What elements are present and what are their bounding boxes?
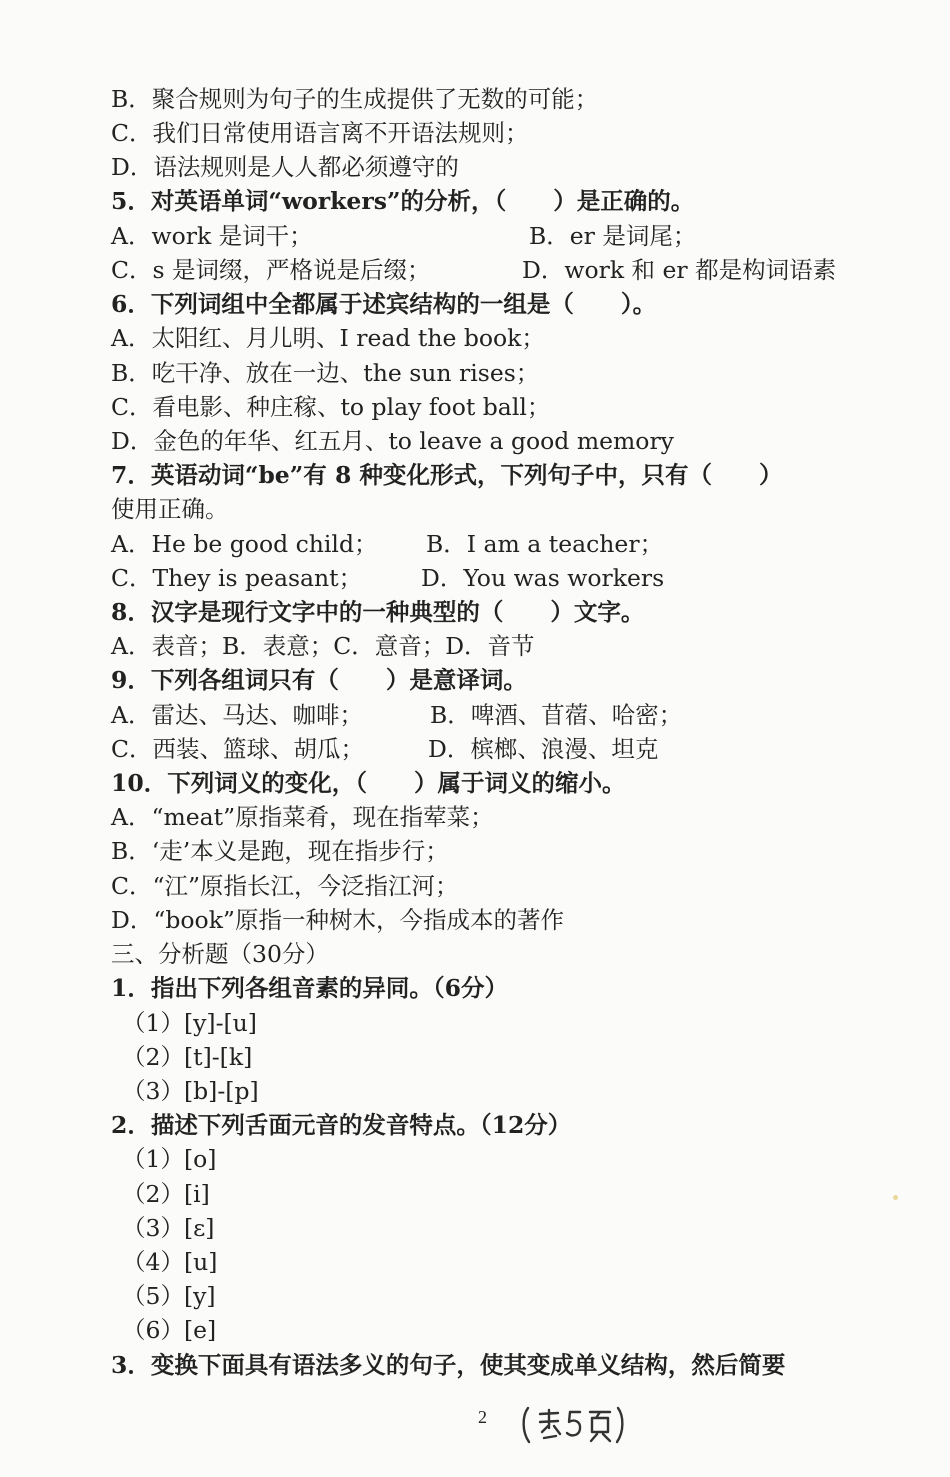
q5-option-c: C．s 是词缀，严格说是后缀； — [111, 256, 431, 284]
q5-option-d: D．work 和 er 都是构词语素 — [522, 256, 837, 284]
q9-option-c: C．西装、篮球、胡瓜； — [111, 735, 364, 763]
q8-options: A．表音；B．表意；C．意音；D．音节 — [111, 632, 535, 660]
q6-option-c: C．看电影、种庄稼、to play foot ball； — [111, 393, 551, 421]
question-9: 9．下列各组词只有（ ）是意译词。 — [111, 666, 527, 694]
scan-speck — [893, 1195, 898, 1200]
question-10: 10．下列词义的变化，（ ）属于词义的缩小。 — [111, 769, 626, 797]
analysis-question-1: 1．指出下列各组音素的异同。（6分） — [111, 974, 508, 1002]
q9-options-row-2 — [111, 732, 901, 766]
analysis-question-2: 2．描述下列舌面元音的发音特点。（12分） — [111, 1111, 572, 1139]
section-3-heading: 三、分析题（30分） — [111, 940, 329, 968]
analysis-question-3: 3．变换下面具有语法多义的句子，使其变成单义结构，然后简要 — [111, 1351, 786, 1379]
q6-option-a: A．太阳红、月儿明、I read the book； — [111, 324, 545, 352]
q7-options-row-1 — [111, 527, 901, 561]
aq2-item-2: （2）[i] — [122, 1180, 210, 1208]
question-5: 5．对英语单词“workers”的分析，（ ）是正确的。 — [111, 187, 695, 215]
aq2-item-6: （6）[e] — [122, 1316, 217, 1344]
aq1-item-2: （2）[t]-[k] — [122, 1043, 253, 1071]
q6-option-d: D．金色的年华、红五月、to leave a good memory — [111, 427, 674, 455]
q4-option-b: B．聚合规则为句子的生成提供了无数的可能； — [111, 85, 599, 113]
q9-option-d: D．槟榔、浪漫、坦克 — [428, 735, 659, 763]
aq1-item-1: （1）[y]-[u] — [122, 1009, 257, 1037]
q7-option-d: D．You was workers — [421, 564, 665, 592]
q5-option-b: B．er 是词尾； — [529, 222, 697, 250]
q10-option-a: A．“meat”原指菜肴，现在指荤菜； — [111, 803, 494, 831]
question-7-continued: 使用正确。 — [111, 495, 229, 523]
aq2-item-4: （4）[u] — [122, 1248, 218, 1276]
q4-option-d: D．语法规则是人人都必须遵守的 — [111, 153, 459, 181]
q5-option-a: A．work 是词干； — [111, 222, 313, 250]
question-7: 7．英语动词“be”有 8 种变化形式，下列句子中，只有（ ） — [111, 461, 783, 489]
q7-option-b: B．I am a teacher； — [426, 530, 664, 558]
q10-option-c: C．“江”原指长江，今泛指江河； — [111, 872, 459, 900]
aq2-item-1: （1）[o] — [122, 1145, 217, 1173]
q10-option-b: B．‘走’本义是跑，现在指步行； — [111, 837, 449, 865]
handwritten-page-count — [518, 1402, 628, 1446]
aq2-item-5: （5）[y] — [122, 1282, 216, 1310]
q5-options-row-2 — [111, 253, 901, 287]
page-number: 2 — [478, 1407, 487, 1427]
q7-option-c: C．They is peasant； — [111, 564, 363, 592]
q9-options-row-1 — [111, 698, 901, 732]
question-8: 8．汉字是现行文字中的一种典型的（ ）文字。 — [111, 598, 645, 626]
q10-option-d: D．“book”原指一种树木，今指成本的著作 — [111, 906, 564, 934]
aq2-item-3: （3）[ε] — [122, 1214, 215, 1242]
q7-option-a: A．He be good child； — [111, 530, 378, 558]
q4-option-c: C．我们日常使用语言离不开语法规则； — [111, 119, 529, 147]
aq1-item-3: （3）[b]-[p] — [122, 1077, 259, 1105]
q9-option-b: B．啤酒、苜蓿、哈密； — [430, 701, 683, 729]
question-6: 6．下列词组中全都属于述宾结构的一组是（ ）。 — [111, 290, 657, 318]
q9-option-a: A．雷达、马达、咖啡； — [111, 701, 363, 729]
q7-options-row-2 — [111, 561, 901, 595]
q5-options-row-1 — [111, 219, 901, 253]
q6-option-b: B．吃干净、放在一边、the sun rises； — [111, 359, 540, 387]
